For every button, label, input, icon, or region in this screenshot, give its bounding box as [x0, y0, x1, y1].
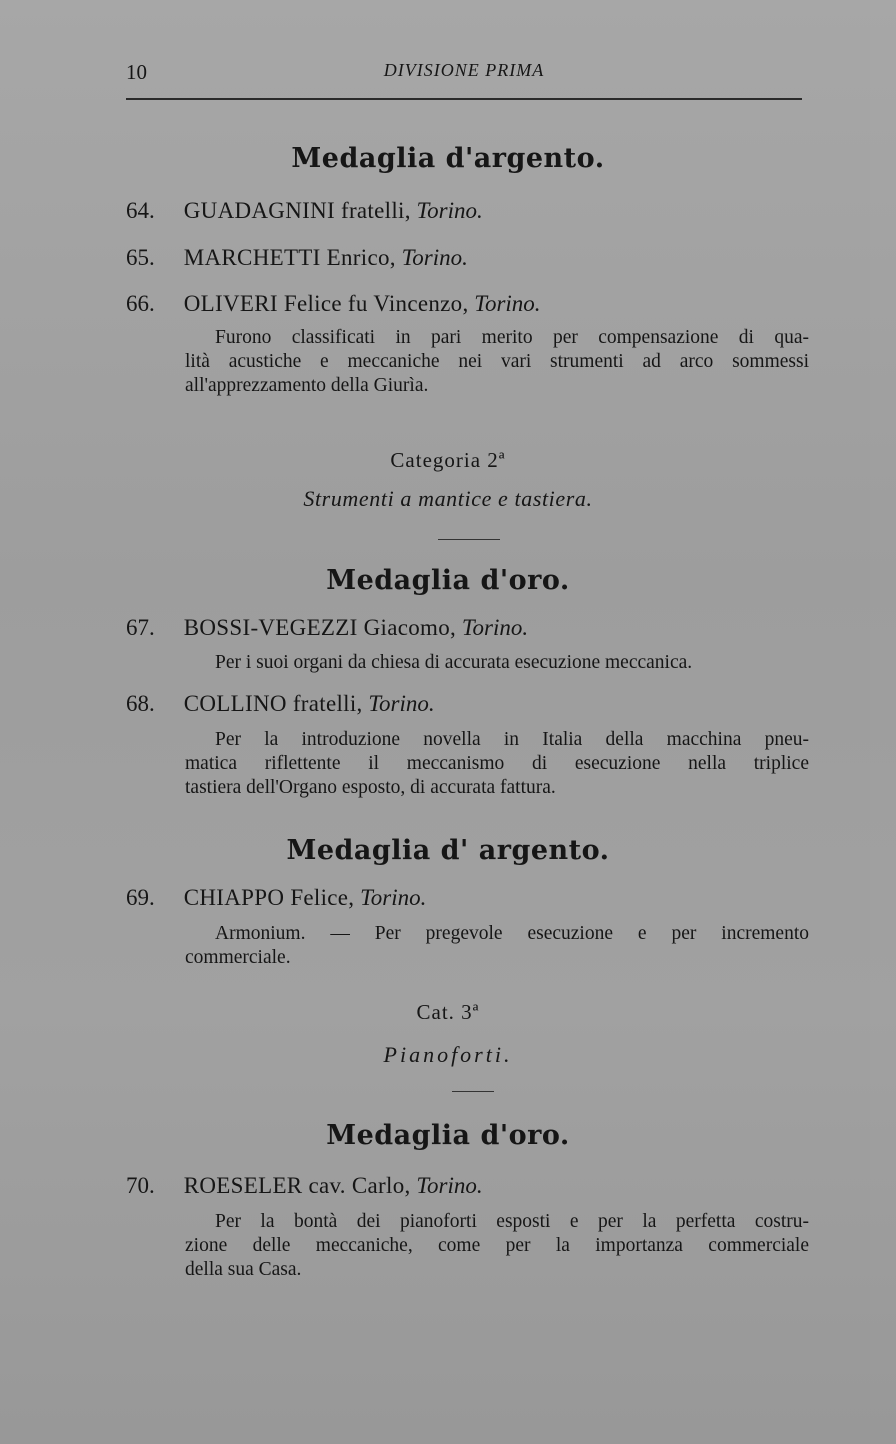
header-rule: [126, 98, 802, 100]
desc-line: Armonium. — Per pregevole esecuzione e per incremento: [215, 923, 809, 944]
entry-location: Torino.: [368, 691, 435, 716]
entry-68: [126, 691, 435, 717]
entry-location: Torino.: [416, 198, 483, 223]
entry-70: [126, 1173, 483, 1199]
desc-line: commerciale.: [185, 947, 291, 968]
desc-line: zione delle meccaniche, come per la importanza commerciale: [185, 1235, 809, 1256]
entry-number: 65.: [126, 245, 155, 270]
desc-line: lità acustiche e meccaniche nei vari strumenti ad arco sommessi: [185, 351, 809, 372]
entry-location: Torino.: [360, 885, 427, 910]
category-heading: Cat. 3ª: [416, 1000, 480, 1024]
entry-number: 64.: [126, 198, 155, 223]
desc-line: all'apprezzamento della Giurìa.: [185, 375, 429, 396]
entry-number: 70.: [126, 1173, 155, 1198]
entry-location: Torino.: [474, 291, 541, 316]
entry-name: CHIAPPO Felice,: [183, 885, 355, 910]
medal-heading-silver: Medaglia d'argento.: [291, 143, 605, 174]
entry-location: Torino.: [461, 615, 529, 640]
entry-number: 66.: [126, 291, 155, 316]
desc-line: Per la introduzione novella in Italia della macchina pneu-: [215, 729, 809, 750]
entry-name: BOSSI-VEGEZZI Giacomo,: [183, 615, 457, 640]
entry-66-description: [185, 326, 809, 398]
page-header: [126, 60, 802, 90]
entry-location: Torino.: [416, 1173, 483, 1198]
desc-line: Per la bontà dei pianoforti esposti e per la perfetta costru-: [215, 1211, 809, 1232]
entry-name: MARCHETTI Enrico,: [183, 245, 396, 270]
entry-67-description: [185, 651, 809, 675]
section-rule: [452, 1091, 494, 1092]
entry-69: [126, 885, 426, 911]
section-rule: [438, 539, 500, 540]
page-number: 10: [126, 60, 147, 84]
entry-number: 69.: [126, 885, 155, 910]
entry-70-description: [185, 1210, 809, 1282]
desc-line: Per i suoi organi da chiesa di accurata esecuzione meccanica.: [215, 652, 693, 673]
desc-line: Furono classificati in pari merito per compensazione di qua-: [215, 327, 809, 348]
entry-68-description: [185, 728, 809, 800]
running-head: DIVISIONE PRIMA: [383, 60, 545, 80]
entry-64: [126, 198, 483, 224]
medal-heading-gold: Medaglia d'oro.: [326, 1120, 570, 1151]
category-heading: Categoria 2ª: [390, 448, 506, 472]
desc-line: della sua Casa.: [185, 1259, 302, 1280]
entry-location: Torino.: [401, 245, 468, 270]
entry-name: ROESELER cav. Carlo,: [183, 1173, 411, 1198]
medal-heading-gold: Medaglia d'oro.: [326, 565, 570, 596]
medal-heading-silver: Medaglia d' argento.: [286, 835, 610, 866]
entry-69-description: [185, 922, 809, 970]
entry-name: GUADAGNINI fratelli,: [183, 198, 411, 223]
desc-line: matica riflettente il meccanismo di esecuzione nella triplice: [185, 753, 809, 774]
entry-67: [126, 615, 528, 641]
entry-number: 67.: [126, 615, 155, 640]
entry-name: OLIVERI Felice fu Vincenzo,: [183, 291, 469, 316]
entry-65: [126, 245, 468, 271]
category-title: Pianoforti.: [383, 1042, 513, 1067]
entry-number: 68.: [126, 691, 155, 716]
category-title: Strumenti a mantice e tastiera.: [303, 486, 593, 511]
entry-name: COLLINO fratelli,: [183, 691, 363, 716]
entry-66: [126, 291, 541, 317]
desc-line: tastiera dell'Organo esposto, di accurata fattura.: [185, 777, 556, 798]
